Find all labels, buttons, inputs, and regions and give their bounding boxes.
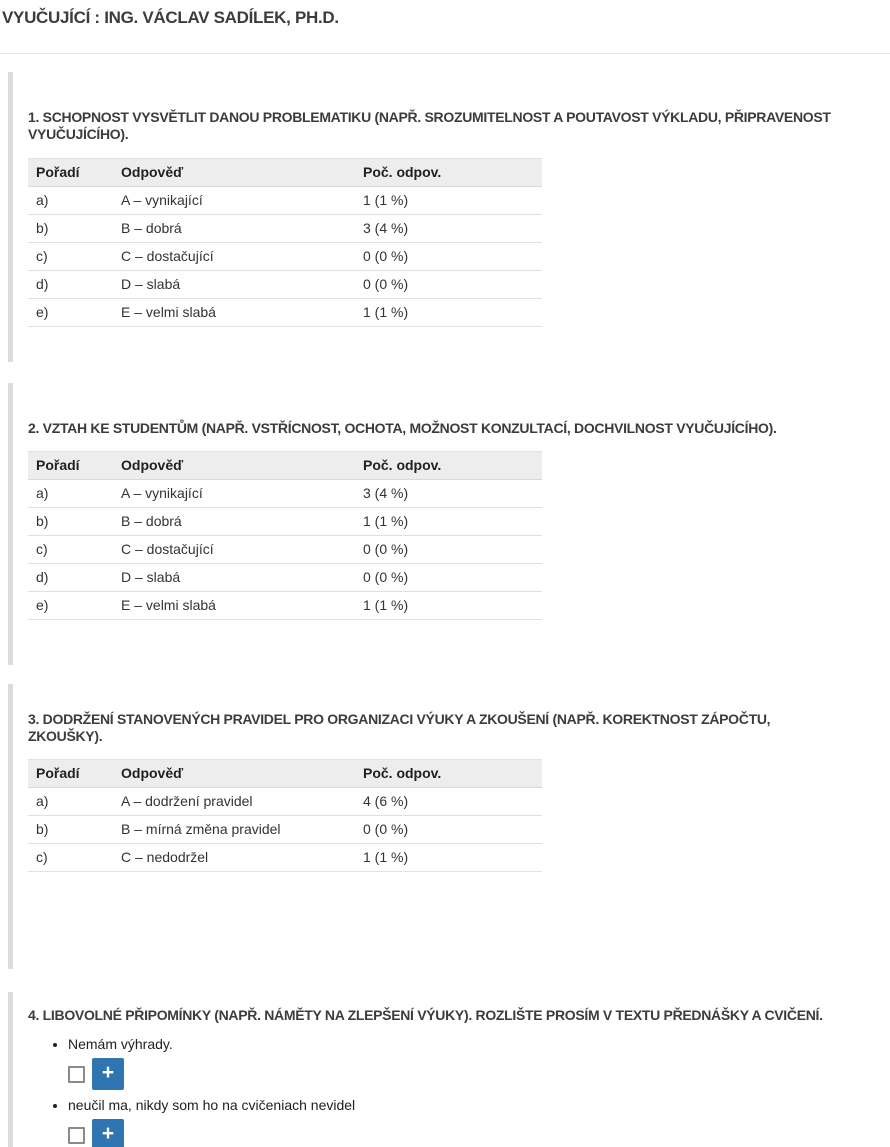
column-header-order: Pořadí <box>28 452 113 480</box>
table-row <box>28 480 542 508</box>
cell-order: d) <box>28 564 113 592</box>
question-2-heading: 2. VZTAH KE STUDENTŮM (NAPŘ. VSTŘÍCNOST, OCHOTA, MOŽNOST KONZULTACÍ, DOCHVILNOST VYUČUJÍCÍHO). <box>28 420 777 436</box>
cell-answer: C – dostačující <box>113 243 355 271</box>
question-1-section <box>8 72 842 362</box>
cell-order: a) <box>28 480 113 508</box>
cell-order: e) <box>36 304 49 320</box>
cell-count: 1 (1 %) <box>363 304 409 320</box>
cell-count: 0 (0 %) <box>355 564 542 592</box>
column-header-answer: Odpověď <box>113 159 355 187</box>
table-row <box>28 508 542 536</box>
question-4-heading: 4. LIBOVOLNÉ PŘIPOMÍNKY (NAPŘ. NÁMĚTY NA ZLEPŠENÍ VÝUKY). ROZLIŠTE PROSÍM V TEXTU PŘEDNÁŠKY A CVIČENÍ. <box>28 1007 823 1023</box>
cell-count: 0 (0 %) <box>355 536 542 564</box>
column-header-answer: Odpověď <box>113 760 355 788</box>
cell-count: 3 (4 %) <box>355 480 542 508</box>
cell-answer: C – dostačující <box>113 536 355 564</box>
cell-answer: A – vynikající <box>113 187 355 215</box>
cell-count: 0 (0 %) <box>355 271 542 299</box>
cell-count: 1 (1 %) <box>363 849 409 865</box>
cell-order: b) <box>28 508 113 536</box>
table-row <box>28 816 542 844</box>
cell-answer: B – dobrá <box>113 215 355 243</box>
plus-icon: + <box>101 1122 115 1145</box>
comment-controls <box>68 1057 842 1091</box>
column-header-count: Poč. odpov. <box>355 159 542 187</box>
column-header-answer: Odpověď <box>113 452 355 480</box>
cell-order: a) <box>28 187 113 215</box>
cell-count: 0 (0 %) <box>355 816 542 844</box>
question-2-section <box>8 383 842 665</box>
cell-answer: B – mírná změna pravidel <box>113 816 355 844</box>
column-header-order: Pořadí <box>28 159 113 187</box>
question-3-heading: 3. DODRŽENÍ STANOVENÝCH PRAVIDEL PRO ORGANIZACI VÝUKY A ZKOUŠENÍ (NAPŘ. KOREKTNOST ZÁPOČTU, ZKOUŠKY). <box>28 711 771 744</box>
cell-answer: D – slabá <box>113 271 355 299</box>
cell-order: c) <box>28 536 113 564</box>
column-header-order: Pořadí <box>28 760 113 788</box>
page-title: VYUČUJÍCÍ : ING. VÁCLAV SADÍLEK, PH.D. <box>2 8 339 27</box>
table-row <box>28 788 542 816</box>
table-row <box>28 243 542 271</box>
cell-order: c) <box>28 243 113 271</box>
cell-answer: D – slabá <box>113 564 355 592</box>
cell-count: 1 (1 %) <box>355 508 542 536</box>
cell-count: 1 (1 %) <box>363 597 409 613</box>
comment-text: • Nemám výhrady. <box>68 1036 173 1052</box>
comment-controls <box>68 1118 842 1147</box>
table-row <box>28 215 542 243</box>
cell-answer: A – dodržení pravidel <box>113 788 355 816</box>
cell-answer: C – nedodržel <box>121 849 209 865</box>
question-4-section <box>8 992 842 1147</box>
plus-icon: + <box>101 1061 115 1084</box>
table-row <box>28 271 542 299</box>
table-header-row <box>28 760 542 788</box>
page-header <box>0 0 890 54</box>
comment-text: • neučil ma, nikdy som ho na cvičeniach nevidel <box>68 1097 356 1113</box>
cell-order: a) <box>28 788 113 816</box>
cell-answer: E – velmi slabá <box>121 597 216 613</box>
cell-order: d) <box>28 271 113 299</box>
table-row <box>28 536 542 564</box>
cell-count: 1 (1 %) <box>355 187 542 215</box>
comments-list <box>28 1036 842 1147</box>
comment-select-checkbox[interactable] <box>68 1066 85 1083</box>
cell-order: e) <box>36 597 49 613</box>
column-header-count: Poč. odpov. <box>355 452 542 480</box>
cell-order: b) <box>28 816 113 844</box>
cell-count: 3 (4 %) <box>355 215 542 243</box>
cell-count: 0 (0 %) <box>355 243 542 271</box>
table-row <box>28 187 542 215</box>
question-3-section <box>8 684 842 969</box>
comment-item <box>68 1036 842 1091</box>
table-header-row <box>28 452 542 480</box>
table-row <box>28 592 542 620</box>
cell-count: 4 (6 %) <box>355 788 542 816</box>
add-comment-button[interactable] <box>92 1058 124 1090</box>
cell-answer: A – vynikající <box>113 480 355 508</box>
question-3-results-table <box>28 759 542 872</box>
comment-item <box>68 1097 842 1147</box>
question-2-results-table <box>28 451 542 620</box>
cell-order: b) <box>28 215 113 243</box>
table-row <box>28 299 542 327</box>
add-comment-button[interactable] <box>92 1119 124 1147</box>
question-1-heading: 1. SCHOPNOST VYSVĚTLIT DANOU PROBLEMATIKU (NAPŘ. SROZUMITELNOST A POUTAVOST VÝKLADU, PŘIPRAVENOST VYUČUJÍCÍHO). <box>28 109 831 142</box>
cell-answer: E – velmi slabá <box>121 304 216 320</box>
question-1-results-table <box>28 158 542 327</box>
cell-answer: B – dobrá <box>113 508 355 536</box>
comment-select-checkbox[interactable] <box>68 1127 85 1144</box>
cell-order: c) <box>36 849 48 865</box>
table-header-row <box>28 159 542 187</box>
column-header-count: Poč. odpov. <box>355 760 542 788</box>
table-row <box>28 844 542 872</box>
table-row <box>28 564 542 592</box>
